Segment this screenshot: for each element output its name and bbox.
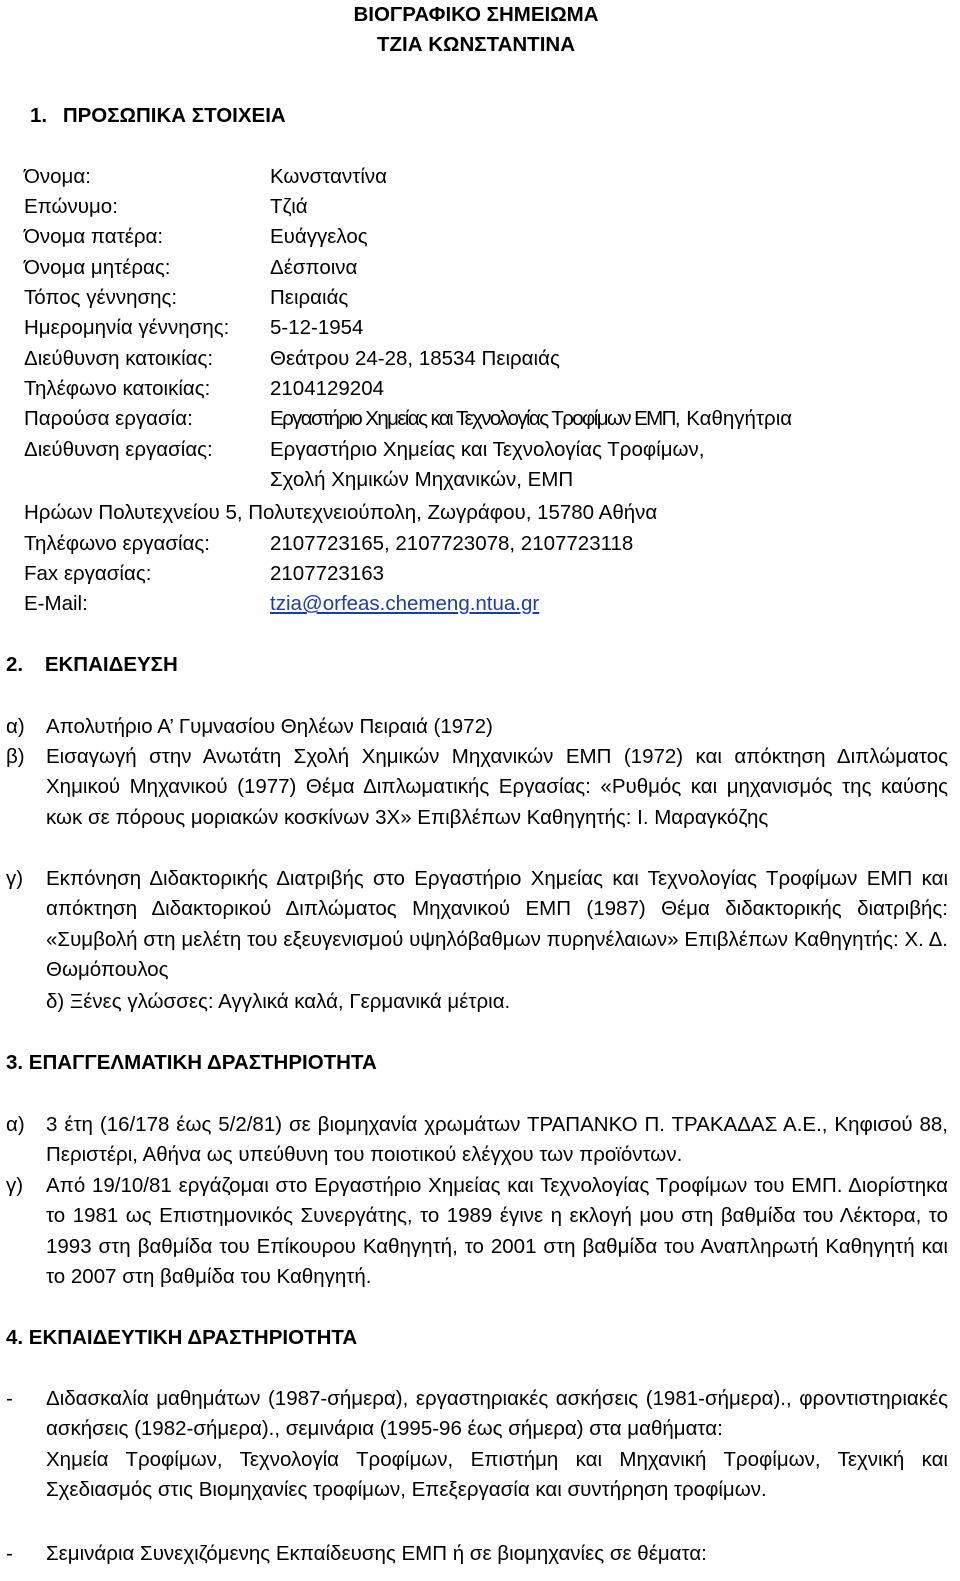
- item-marker: β): [6, 745, 25, 768]
- job-title: , Καθηγήτρια: [674, 407, 793, 430]
- education-languages: δ) Ξένες γλώσσες: Αγγλικά καλά, Γερμανικά μέτρια.: [46, 990, 511, 1013]
- info-label: Παρούσα εργασία:: [24, 407, 193, 430]
- item-text: 3 έτη (16/178 έως 5/2/81) σε βιομηχανία χρωμάτων ΤΡΑΠΑΝΚΟ Π. ΤΡΑΚΑΔΑΣ Α.Ε., Κηφισού 88, Περιστέρι, Αθήνα ως υπεύθυνη του ποιοτικού ελέγχου των προϊόντων.: [46, 1113, 948, 1167]
- info-label: Τόπος γέννησης:: [24, 286, 178, 309]
- info-label: Διεύθυνση εργασίας:: [24, 438, 213, 461]
- item-text: Σεμινάρια Συνεχιζόμενης Εκπαίδευσης ΕΜΠ ή σε βιομηχανίες σε θέματα:: [46, 1542, 707, 1565]
- item-marker: γ): [6, 867, 24, 890]
- email-link[interactable]: tzia@orfeas.chemeng.ntua.gr: [270, 592, 540, 615]
- section-education-heading: [6, 650, 178, 680]
- info-row-work-fax: [24, 559, 954, 589]
- document-title: ΒΙΟΓΡΑΦΙΚΟ ΣΗΜΕΙΩΜΑ: [353, 3, 599, 26]
- info-label: Fax εργασίας:: [24, 562, 152, 585]
- info-value: Κωνσταντίνα: [270, 165, 387, 188]
- item-marker: α): [6, 715, 25, 738]
- info-label: Όνομα:: [24, 165, 91, 188]
- item-marker: γ): [6, 1174, 24, 1197]
- info-value: Σχολή Χημικών Μηχανικών, ΕΜΠ: [270, 468, 574, 491]
- item-text: Από 19/10/81 εργάζομαι στο Εργαστήριο Χημείας και Τεχνολογίας Τροφίμων του ΕΜΠ. Διορίστηκα το 1981 ως Επιστημονικός Συνεργάτης, το 1989 έγινε η εκλογή μου στη βαθμίδα του Λέκτορα, το 1993 στη βαθμίδα του Επίκουρου Καθηγητή, το 2001 στη βαθμίδα του Αναπληρωτή Καθηγητή και το 2007 στη βαθμίδα του Καθηγητή.: [46, 1174, 948, 1288]
- info-label: Ημερομηνία γέννησης:: [24, 316, 230, 339]
- info-label: Επώνυμο:: [24, 195, 118, 218]
- info-value: Τζιά: [270, 195, 308, 218]
- info-label: Όνομα μητέρας:: [24, 256, 171, 279]
- info-row-email: [24, 589, 954, 619]
- info-label: Τηλέφωνο εργασίας:: [24, 532, 210, 555]
- info-label: Τηλέφωνο κατοικίας:: [24, 377, 211, 400]
- info-row-home-address: [24, 344, 954, 374]
- section-personal-heading: [30, 101, 286, 131]
- info-row-first-name: [24, 162, 954, 192]
- info-value: Θεάτρου 24-28, 18534 Πειραιάς: [270, 347, 560, 370]
- item-text-main: Διδασκαλία μαθημάτων (1987-σήμερα), εργαστηριακές ασκήσεις (1981-σήμερα)., φροντιστηριακές ασκήσεις (1982-σήμερα)., σεμινάρια (1995-96 έως σήμερα) στα μαθήματα:: [46, 1387, 948, 1441]
- item-text-courses: Χημεία Τροφίμων, Τεχνολογία Τροφίμων, Επιστήμη και Μηχανική Τροφίμων, Τεχνική και Σχεδιασμός στις Βιομηχανίες τροφίμων, Επεξεργασία και συντήρηση τροφίμων.: [46, 1447, 948, 1501]
- info-value: 2107723163: [270, 562, 385, 585]
- item-marker: -: [6, 1387, 13, 1410]
- info-row-work-phone: [24, 529, 954, 559]
- info-value: Δέσποινα: [270, 256, 358, 279]
- info-row-work-address: [24, 435, 954, 465]
- item-marker: α): [6, 1113, 25, 1136]
- info-row-surname: [24, 192, 954, 222]
- info-value: Πειραιάς: [270, 286, 349, 309]
- info-value: 2104129204: [270, 377, 385, 400]
- info-value: 2107723165, 2107723078, 2107723118: [270, 532, 634, 555]
- section-title: ΕΚΠΑΙΔΕΥΣΗ: [44, 653, 178, 676]
- item-marker: -: [6, 1542, 13, 1565]
- item-text: [46, 1384, 948, 1505]
- info-row-current-job: [24, 404, 954, 434]
- info-row-father-name: [24, 222, 954, 252]
- section-number: 1.: [30, 104, 48, 127]
- info-row-mother-name: [24, 253, 954, 283]
- info-row-home-phone: [24, 374, 954, 404]
- info-value: Ευάγγελος: [270, 225, 368, 248]
- item-text: Εκπόνηση Διδακτορικής Διατριβής στο Εργαστήριο Χημείας και Τεχνολογίας Τροφίμων ΕΜΠ και απόκτηση Διδακτορικού Διπλώματος Μηχανικού ΕΜΠ (1987) Θέμα διδακτορικής διατριβής: «Συμβολή στη μελέτη του εξευγενισμού υψηλόβαθμων πυρηνέλαιων» Επιβλέπων Καθηγητής: Χ. Δ. Θωμόπουλος: [46, 867, 948, 981]
- section-title: ΠΡΟΣΩΠΙΚΑ ΣΤΟΙΧΕΙΑ: [62, 104, 286, 127]
- info-value: [270, 404, 792, 434]
- info-row-work-address-cont: [24, 465, 954, 495]
- item-text: Απολυτήριο Α’ Γυμνασίου Θηλέων Πειραιά (1972): [46, 715, 493, 738]
- job-lab-name: Εργαστήριο Χημείας και Τεχνολογίας Τροφίμων ΕΜΠ: [270, 407, 675, 430]
- info-row-birthplace: [24, 283, 954, 313]
- info-label: Όνομα πατέρα:: [24, 225, 164, 248]
- info-label: Διεύθυνση κατοικίας:: [24, 347, 214, 370]
- info-value: Εργαστήριο Χημείας και Τεχνολογίας Τροφίμων,: [270, 438, 705, 461]
- person-name-heading: ΤΖΙΑ ΚΩΝΣΤΑΝΤΙΝΑ: [376, 33, 576, 56]
- work-street-address: Ηρώων Πολυτεχνείου 5, Πολυτεχνειούπολη, Ζωγράφου, 15780 Αθήνα: [24, 501, 658, 524]
- section-number: 2.: [6, 653, 24, 676]
- section-teaching-heading: 4. ΕΚΠΑΙΔΕΥΤΙΚΗ ΔΡΑΣΤΗΡΙΟΤΗΤΑ: [6, 1326, 358, 1349]
- info-value: 5-12-1954: [270, 316, 364, 339]
- info-label: E-Mail:: [24, 592, 88, 615]
- item-text: Εισαγωγή στην Ανωτάτη Σχολή Χημικών Μηχανικών ΕΜΠ (1972) και απόκτηση Διπλώματος Χημικού Μηχανικού (1977) Θέμα Διπλωματικής Εργασίας: «Ρυθμός και μηχανισμός της καύσης κωκ σε πόρους μοριακών κοσκίνων 3Χ» Επιβλέπων Καθηγητής: Ι. Μαραγκόζης: [46, 745, 948, 829]
- section-professional-heading: 3. ΕΠΑΓΓΕΛΜΑΤΙΚΗ ΔΡΑΣΤΗΡΙΟΤΗΤΑ: [6, 1051, 377, 1074]
- info-row-birthdate: [24, 313, 954, 343]
